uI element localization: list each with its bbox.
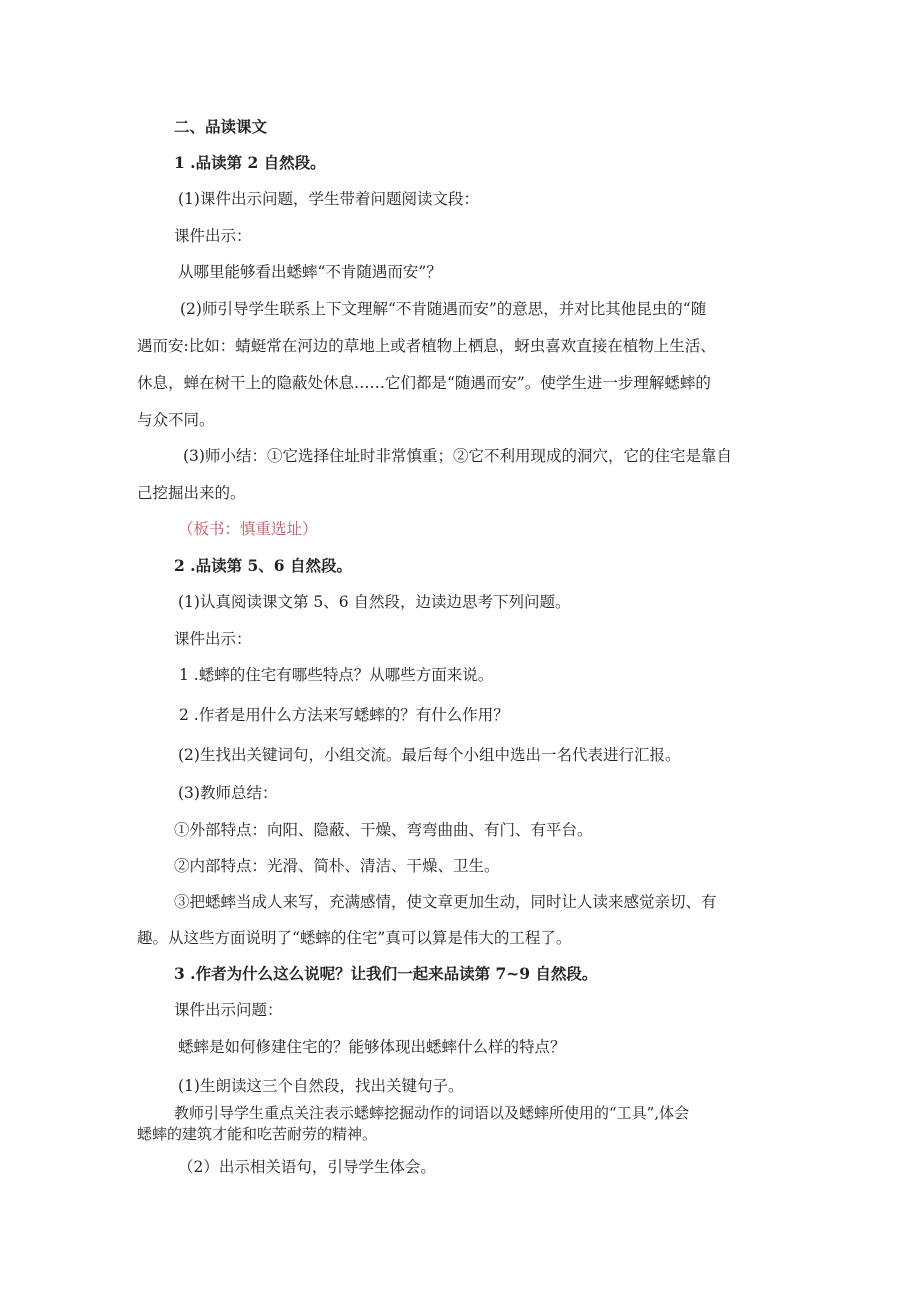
step-text: (1)生朗读这三个自然段，找出关键句子。 xyxy=(178,1077,464,1095)
subsection-heading-1: 1 .品读第 2 自然段。 xyxy=(174,153,326,172)
courseware-label: 课件出示： xyxy=(174,630,252,648)
paragraph-line: 遇而安:比如：蜻蜓常在河边的草地上或者植物上栖息，蚜虫喜欢直接在植物上生活、 xyxy=(137,337,716,355)
summary-item: ②内部特点：光滑、简朴、清洁、干燥、卫生。 xyxy=(174,857,500,875)
step-text: (1)认真阅读课文第 5、6 自然段，边读边思考下列问题。 xyxy=(178,593,571,611)
summary-item: ①外部特点：向阳、隐蔽、干燥、弯弯曲曲、有门、有平台。 xyxy=(174,821,593,839)
paragraph-line: ③把蟋蟀当成人来写，充满感情，使文章更加生动，同时让人读来感觉亲切、有 xyxy=(174,893,717,911)
step-text: (1)课件出示问题，学生带着问题阅读文段： xyxy=(178,190,479,208)
paragraph-line: 与众不同。 xyxy=(137,411,215,429)
step-text: （2）出示相关语句，引导学生体会。 xyxy=(178,1158,436,1176)
question-item: 2 .作者是用什么方法来写蟋蟀的？有什么作用？ xyxy=(179,706,509,724)
blackboard-note: （板书：慎重选址） xyxy=(178,520,318,538)
paragraph-line: 趣。从这些方面说明了“蟋蟀的住宅”真可以算是伟大的工程了。 xyxy=(137,929,572,947)
paragraph-line: 休息，蝉在树干上的隐蔽处休息……它们都是“随遇而安”。使学生进一步理解蟋蟀的 xyxy=(137,374,711,392)
subsection-heading-3: 3 .作者为什么这么说呢？让我们一起来品读第 7~9 自然段。 xyxy=(174,964,598,983)
subsection-heading-2: 2 .品读第 5、6 自然段。 xyxy=(174,556,352,575)
step-text: (2)生找出关键词句，小组交流。最后每个小组中选出一名代表进行汇报。 xyxy=(178,746,681,764)
paragraph-line: 蟋蟀的建筑才能和吃苦耐劳的精神。 xyxy=(137,1125,378,1143)
courseware-label: 课件出示： xyxy=(174,227,252,245)
step-text: (3)教师总结： xyxy=(178,784,278,802)
paragraph-line: (3)师小结：①它选择住址时非常慎重；②它不利用现成的洞穴，它的住宅是靠自 xyxy=(183,447,732,465)
paragraph-line: 己挖掘出来的。 xyxy=(137,484,246,502)
question-text: 从哪里能够看出蟋蟀“不肯随遇而安”？ xyxy=(178,263,442,281)
paragraph-line: 教师引导学生重点关注表示蟋蟀挖掘动作的词语以及蟋蟀所使用的“工具”,体会 xyxy=(174,1104,690,1122)
section-heading: 二、品读课文 xyxy=(174,117,268,136)
question-item: 1 .蟋蟀的住宅有哪些特点？从哪些方面来说。 xyxy=(179,666,494,684)
paragraph-line: (2)师引导学生联系上下文理解“不肯随遇而安”的意思，并对比其他昆虫的“随 xyxy=(180,300,707,318)
courseware-label: 课件出示问题： xyxy=(174,1001,283,1019)
question-text: 蟋蟀是如何修建住宅的？能够体现出蟋蟀什么样的特点？ xyxy=(178,1038,566,1056)
